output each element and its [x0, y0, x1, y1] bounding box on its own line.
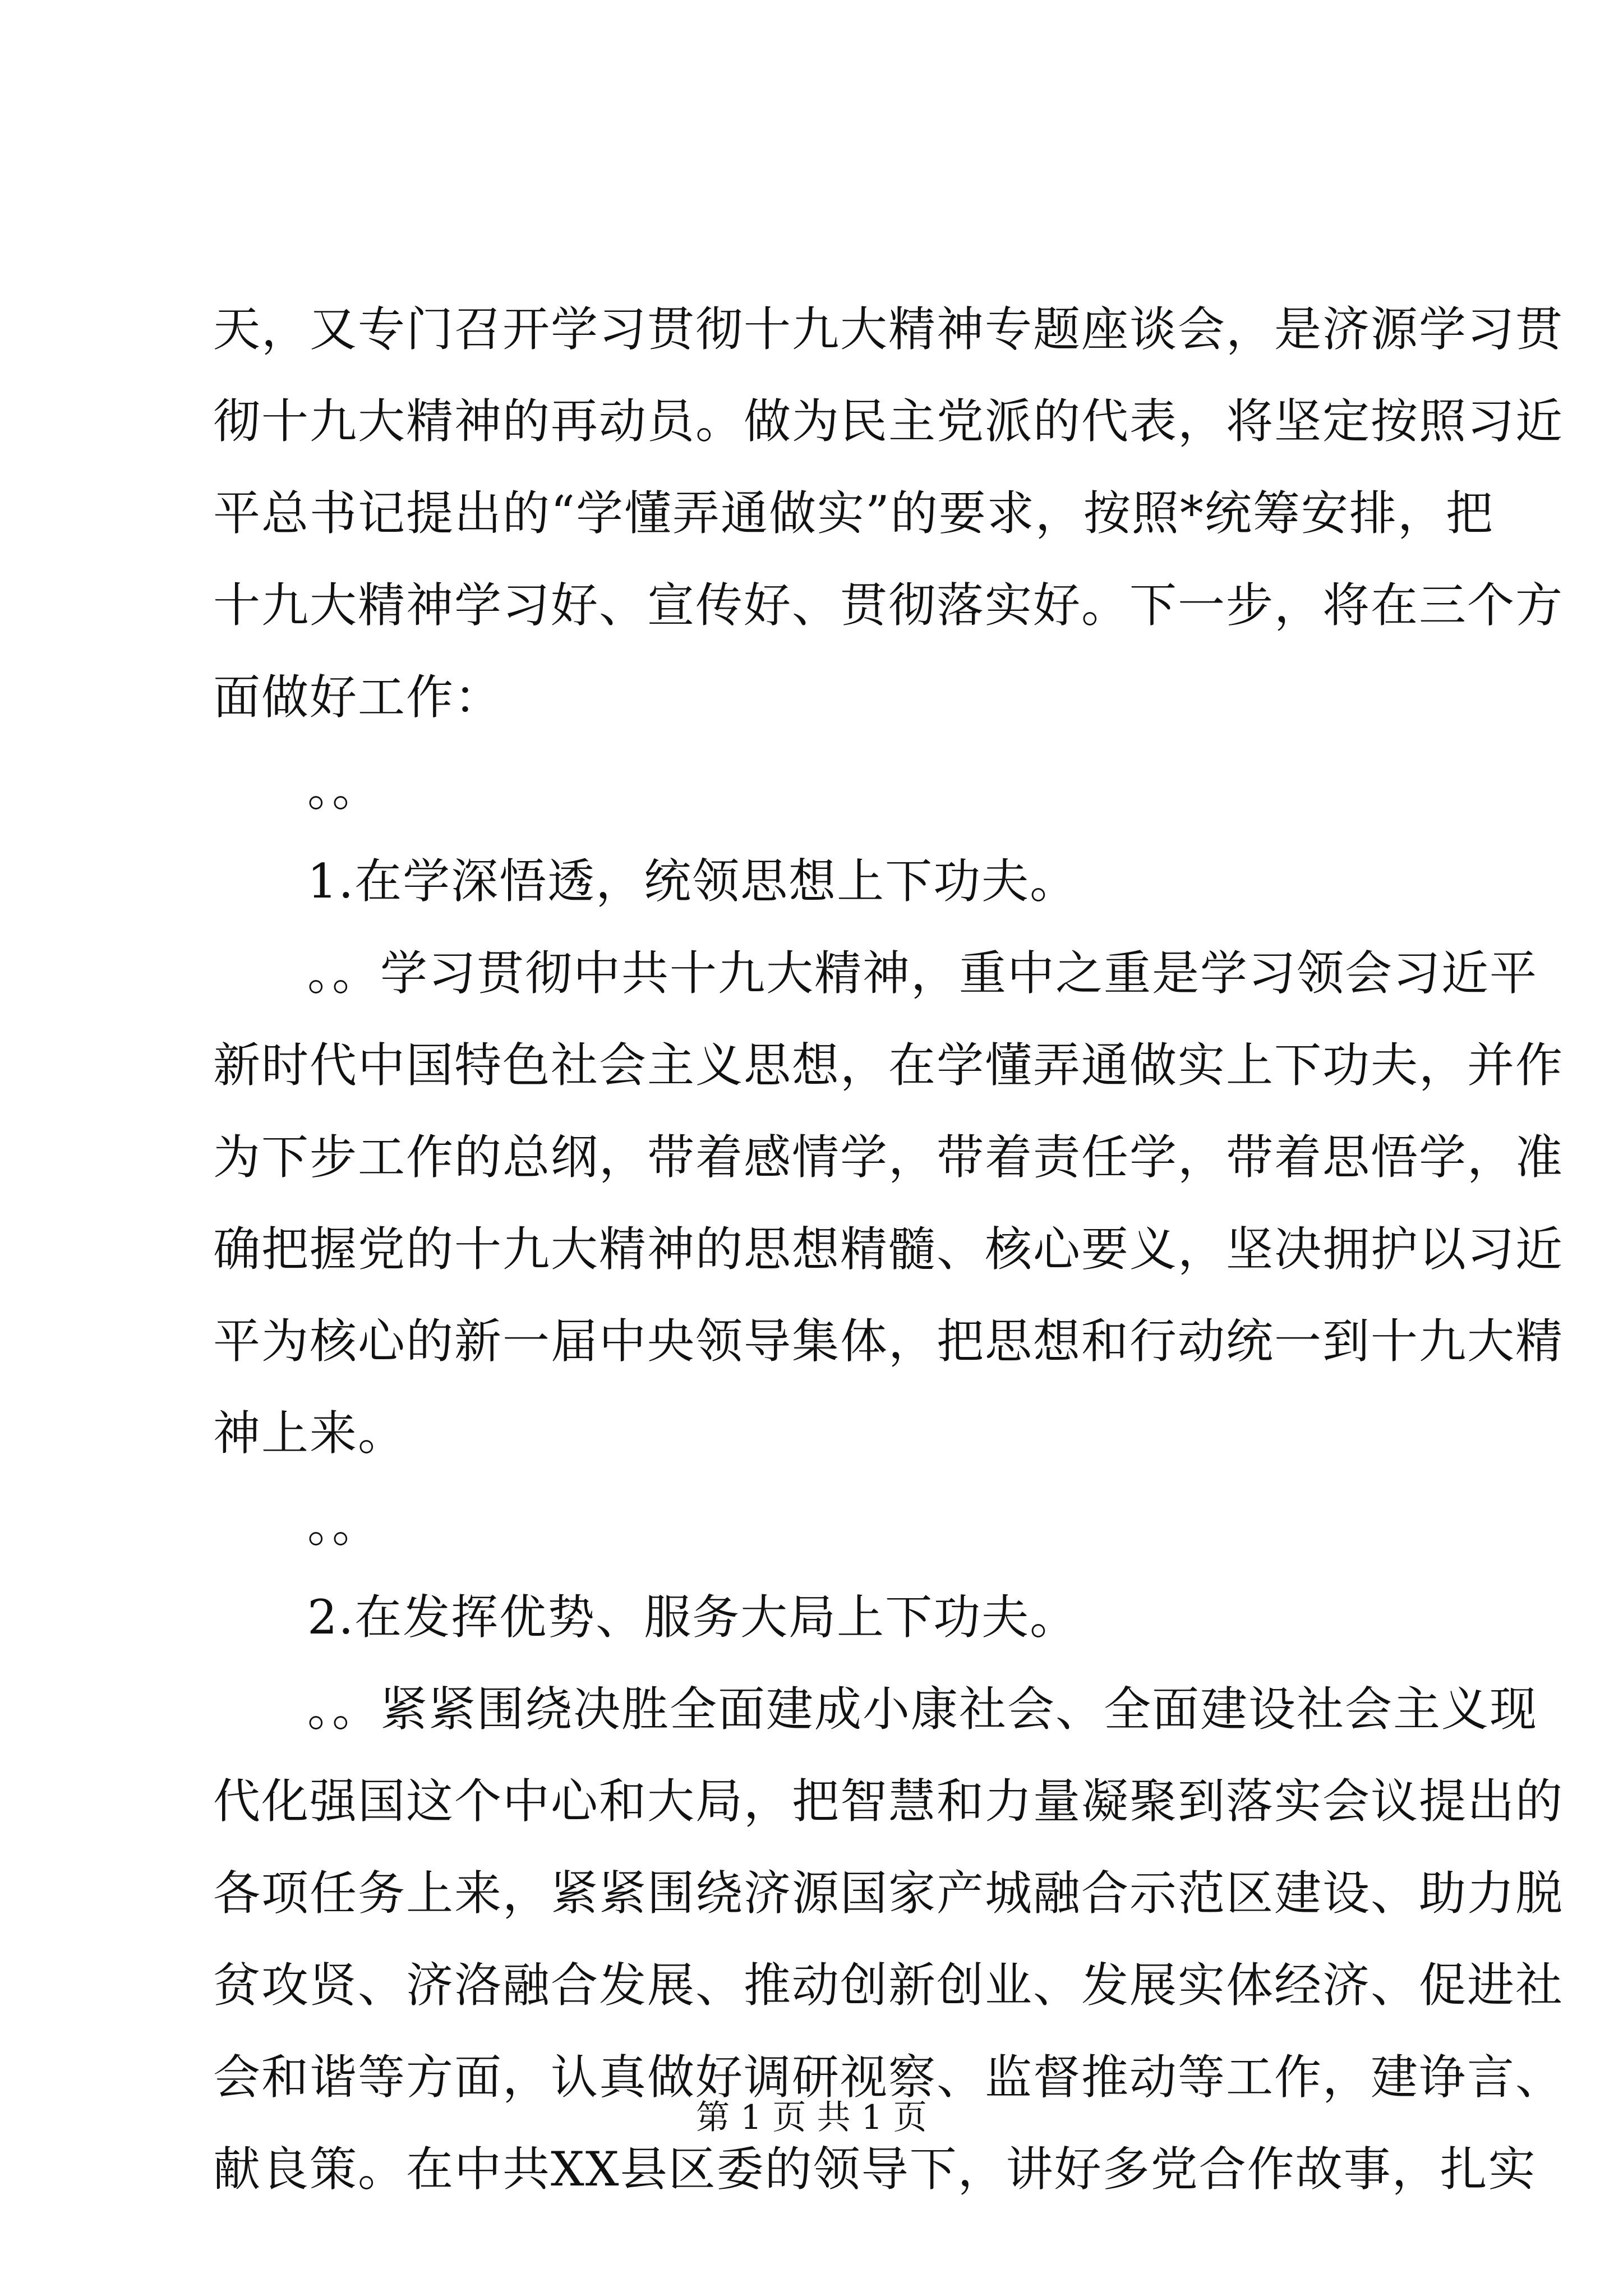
text-line: 平为核心的新一届中央领导集体，把思想和行动统一到十九大精 [213, 1314, 1564, 1369]
text-line: 代化强国这个中心和大局，把智慧和力量凝聚到落实会议提出的 [213, 1774, 1564, 1829]
text-line: 为下步工作的总纲，带着感情学，带着责任学，带着思悟学，准 [213, 1130, 1564, 1185]
text-line: 十九大精神学习好、宣传好、贯彻落实好。下一步，将在三个方 [213, 578, 1564, 633]
paragraph-start: 。。紧紧围绕决胜全面建成小康社会、全面建设社会主义现 [307, 1682, 1538, 1737]
text-line: 平总书记提出的“学懂弄通做实”的要求，按照*统筹安排，把 [213, 486, 1494, 541]
page-number-label: 第 1 页 共 1 页 [696, 2098, 927, 2137]
page-footer [0, 2095, 1623, 2140]
text-line: 献良策。在中共XX县区委的领导下，讲好多党合作故事，扎实 [213, 2142, 1537, 2197]
text-line: 会和谐等方面，认真做好调研视察、监督推动等工作，建诤言、 [213, 2050, 1564, 2105]
text-line: 彻十九大精神的再动员。做为民主党派的代表，将坚定按照习近 [213, 394, 1564, 449]
text-line: 神上来。 [213, 1406, 407, 1461]
text-line: 天，又专门召开学习贯彻十九大精神专题座谈会，是济源学习贯 [213, 302, 1564, 357]
text-line: 贫攻贤、济洛融合发展、推动创新创业、发展实体经济、促进社 [213, 1958, 1564, 2013]
text-line: 新时代中国特色社会主义思想，在学懂弄通做实上下功夫，并作 [213, 1038, 1564, 1093]
paragraph-start: 。。学习贯彻中共十九大精神，重中之重是学习领会习近平 [307, 946, 1538, 1001]
document-body [213, 283, 1564, 2215]
text-line: 确把握党的十九大精神的思想精髓、核心要义，坚决拥护以习近 [213, 1222, 1564, 1277]
text-line: 各项任务上来，紧紧围绕济源国家产城融合示范区建设、助力脱 [213, 1866, 1564, 1921]
separator-line: 。。 [307, 762, 381, 817]
section-heading-2: 2.在发挥优势、服务大局上下功夫。 [307, 1590, 1078, 1645]
separator-line: 。。 [307, 1498, 381, 1553]
text-line: 面做好工作： [213, 670, 503, 725]
section-heading-1: 1.在学深悟透，统领思想上下功夫。 [307, 854, 1078, 909]
